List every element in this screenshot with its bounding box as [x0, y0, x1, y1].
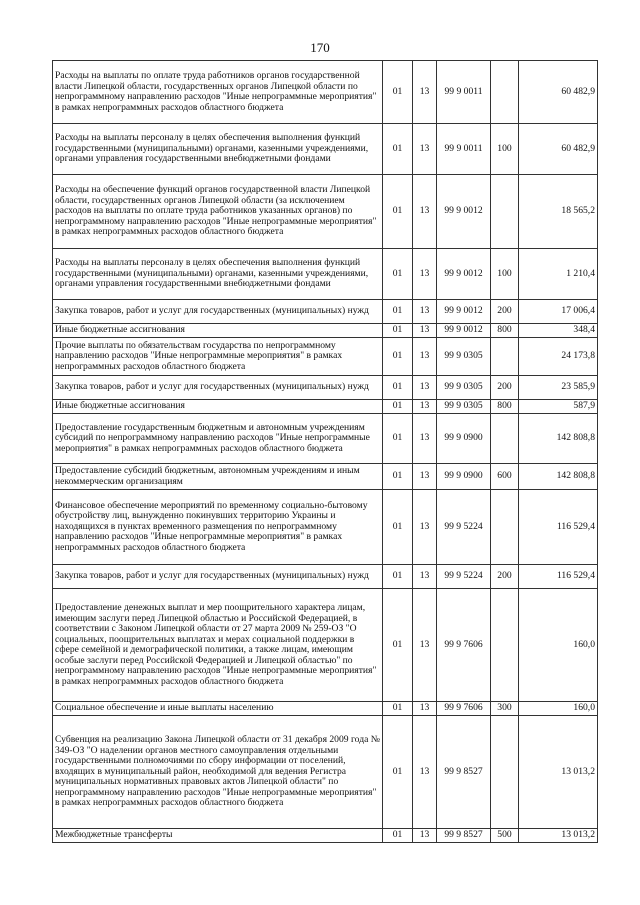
row-name: Иные бюджетные ассигнования [53, 400, 383, 414]
row-subsection: 13 [413, 490, 437, 565]
table-row [53, 300, 598, 324]
row-name: Финансовое обеспечение мероприятий по временному социально-бытовому обустройству лиц, вынужденно покинувших территорию Украины и находящихся в пунктах временного размещения по непрограммному направлению расходов "Иные непрограммные мероприятия" в рамках непрограммных расходов областного бюджета [53, 490, 383, 565]
page-number: 170 [310, 40, 330, 55]
row-subsection: 13 [413, 565, 437, 589]
row-amount: 348,4 [519, 324, 598, 338]
row-name: Предоставление субсидий бюджетным, автономным учреждениям и иным некоммерческим организациям [53, 464, 383, 490]
row-name: Расходы на выплаты персоналу в целях обеспечения выполнения функций государственными (муниципальными) органами, казенными учреждениями, органами управления государственными внебюджетными фондами [53, 124, 383, 175]
row-subsection: 13 [413, 300, 437, 324]
row-subsection: 13 [413, 376, 437, 400]
row-name: Прочие выплаты по обязательствам государства по непрограммному направлению расходов "Иные непрограммные мероприятия" в рамках непрограммных расходов областного бюджета [53, 338, 383, 376]
row-expense-type: 200 [491, 565, 519, 589]
row-article: 99 9 0012 [437, 324, 491, 338]
row-subsection: 13 [413, 61, 437, 124]
row-expense-type: 200 [491, 376, 519, 400]
row-subsection: 13 [413, 716, 437, 829]
row-subsection: 13 [413, 464, 437, 490]
table-row [53, 829, 598, 843]
row-amount: 160,0 [519, 589, 598, 702]
row-section: 01 [383, 376, 413, 400]
row-section: 01 [383, 716, 413, 829]
table-row [53, 414, 598, 464]
row-article: 99 9 0900 [437, 414, 491, 464]
row-article: 99 9 5224 [437, 490, 491, 565]
row-expense-type: 100 [491, 124, 519, 175]
row-section: 01 [383, 589, 413, 702]
row-amount: 60 482,9 [519, 61, 598, 124]
row-expense-type [491, 716, 519, 829]
row-amount: 116 529,4 [519, 490, 598, 565]
table-row [53, 61, 598, 124]
row-expense-type: 600 [491, 464, 519, 490]
row-section: 01 [383, 565, 413, 589]
row-section: 01 [383, 400, 413, 414]
table-row [53, 124, 598, 175]
row-name: Межбюджетные трансферты [53, 829, 383, 843]
row-expense-type: 200 [491, 300, 519, 324]
row-section: 01 [383, 338, 413, 376]
row-article: 99 9 0011 [437, 61, 491, 124]
table-row [53, 400, 598, 414]
row-article: 99 9 7606 [437, 702, 491, 716]
table-row [53, 324, 598, 338]
row-article: 99 9 7606 [437, 589, 491, 702]
row-expense-type: 800 [491, 400, 519, 414]
row-subsection: 13 [413, 414, 437, 464]
row-name: Закупка товаров, работ и услуг для государственных (муниципальных) нужд [53, 376, 383, 400]
row-section: 01 [383, 124, 413, 175]
row-amount: 13 013,2 [519, 716, 598, 829]
table-row [53, 565, 598, 589]
row-amount: 142 808,8 [519, 414, 598, 464]
row-article: 99 9 0012 [437, 300, 491, 324]
row-name: Социальное обеспечение и иные выплаты населению [53, 702, 383, 716]
row-expense-type: 100 [491, 249, 519, 300]
row-subsection: 13 [413, 124, 437, 175]
row-section: 01 [383, 175, 413, 249]
row-section: 01 [383, 61, 413, 124]
row-article: 99 9 0011 [437, 124, 491, 175]
row-article: 99 9 0305 [437, 376, 491, 400]
row-amount: 60 482,9 [519, 124, 598, 175]
row-subsection: 13 [413, 338, 437, 376]
row-article: 99 9 0012 [437, 249, 491, 300]
row-amount: 18 565,2 [519, 175, 598, 249]
row-name: Субвенция на реализацию Закона Липецкой области от 31 декабря 2009 года № 349-ОЗ "О наделении органов местного самоуправления отдельными государственными полномочиями по сбору информации от поселений, входящих в муниципальный район, необходимой для ведения Регистра муниципальных нормативных правовых актов Липецкой области" по непрограммному направлению расходов "Иные непрограммные мероприятия" в рамках непрограммных расходов областного бюджета [53, 716, 383, 829]
row-name: Расходы на обеспечение функций органов государственной власти Липецкой области, государственных органов Липецкой области (за исключением расходов на выплаты по оплате труда работников указанных органов) по непрограммному направлению расходов "Иные непрограммные мероприятия" в рамках непрограммных расходов областного бюджета [53, 175, 383, 249]
table-row [53, 338, 598, 376]
row-name: Расходы на выплаты персоналу в целях обеспечения выполнения функций государственными (муниципальными) органами, казенными учреждениями, органами управления государственными внебюджетными фондами [53, 249, 383, 300]
table-row [53, 175, 598, 249]
row-section: 01 [383, 464, 413, 490]
row-expense-type [491, 414, 519, 464]
row-expense-type: 300 [491, 702, 519, 716]
row-section: 01 [383, 414, 413, 464]
row-amount: 17 006,4 [519, 300, 598, 324]
row-subsection: 13 [413, 249, 437, 300]
row-article: 99 9 8527 [437, 829, 491, 843]
row-subsection: 13 [413, 829, 437, 843]
row-section: 01 [383, 829, 413, 843]
row-name: Предоставление денежных выплат и мер поощрительного характера лицам, имеющим заслуги перед Липецкой областью и Российской Федерацией, в соответствии с Законом Липецкой области от 27 марта 2009 № 259-ОЗ "О социальных, поощрительных выплатах и мерах социальной поддержки в сфере семейной и демографической политики, а также лицам, имеющим особые заслуги перед Российской Федерацией и Липецкой областью" по непрограммному направлению расходов "Иные непрограммные мероприятия" в рамках непрограммных расходов областного бюджета [53, 589, 383, 702]
row-subsection: 13 [413, 400, 437, 414]
row-name: Закупка товаров, работ и услуг для государственных (муниципальных) нужд [53, 565, 383, 589]
row-article: 99 9 0012 [437, 175, 491, 249]
table-row [53, 490, 598, 565]
row-expense-type [491, 490, 519, 565]
row-name: Закупка товаров, работ и услуг для государственных (муниципальных) нужд [53, 300, 383, 324]
row-expense-type: 500 [491, 829, 519, 843]
table-row [53, 716, 598, 829]
row-amount: 116 529,4 [519, 565, 598, 589]
row-expense-type [491, 338, 519, 376]
row-article: 99 9 5224 [437, 565, 491, 589]
row-section: 01 [383, 324, 413, 338]
row-amount: 23 585,9 [519, 376, 598, 400]
row-subsection: 13 [413, 702, 437, 716]
table-row [53, 589, 598, 702]
table-row [53, 249, 598, 300]
row-section: 01 [383, 702, 413, 716]
row-subsection: 13 [413, 589, 437, 702]
row-name: Расходы на выплаты по оплате труда работников органов государственной власти Липецкой области, государственных органов Липецкой области по непрограммному направлению расходов "Иные непрограммные мероприятия" в рамках непрограммных расходов областного бюджета [53, 61, 383, 124]
budget-table [52, 60, 598, 843]
budget-table-body [53, 61, 598, 843]
table-row [53, 376, 598, 400]
row-article: 99 9 0305 [437, 400, 491, 414]
row-amount: 1 210,4 [519, 249, 598, 300]
row-section: 01 [383, 249, 413, 300]
row-section: 01 [383, 300, 413, 324]
row-amount: 142 808,8 [519, 464, 598, 490]
row-name: Иные бюджетные ассигнования [53, 324, 383, 338]
row-subsection: 13 [413, 175, 437, 249]
row-amount: 160,0 [519, 702, 598, 716]
row-amount: 587,9 [519, 400, 598, 414]
row-subsection: 13 [413, 324, 437, 338]
row-section: 01 [383, 490, 413, 565]
row-amount: 24 173,8 [519, 338, 598, 376]
row-article: 99 9 0900 [437, 464, 491, 490]
row-amount: 13 013,2 [519, 829, 598, 843]
table-row [53, 464, 598, 490]
row-article: 99 9 8527 [437, 716, 491, 829]
table-row [53, 702, 598, 716]
row-name: Предоставление государственным бюджетным и автономным учреждениям субсидий по непрограммному направлению расходов "Иные непрограммные мероприятия" в рамках непрограммных расходов областного бюджета [53, 414, 383, 464]
row-article: 99 9 0305 [437, 338, 491, 376]
row-expense-type [491, 61, 519, 124]
row-expense-type [491, 175, 519, 249]
row-expense-type: 800 [491, 324, 519, 338]
row-expense-type [491, 589, 519, 702]
